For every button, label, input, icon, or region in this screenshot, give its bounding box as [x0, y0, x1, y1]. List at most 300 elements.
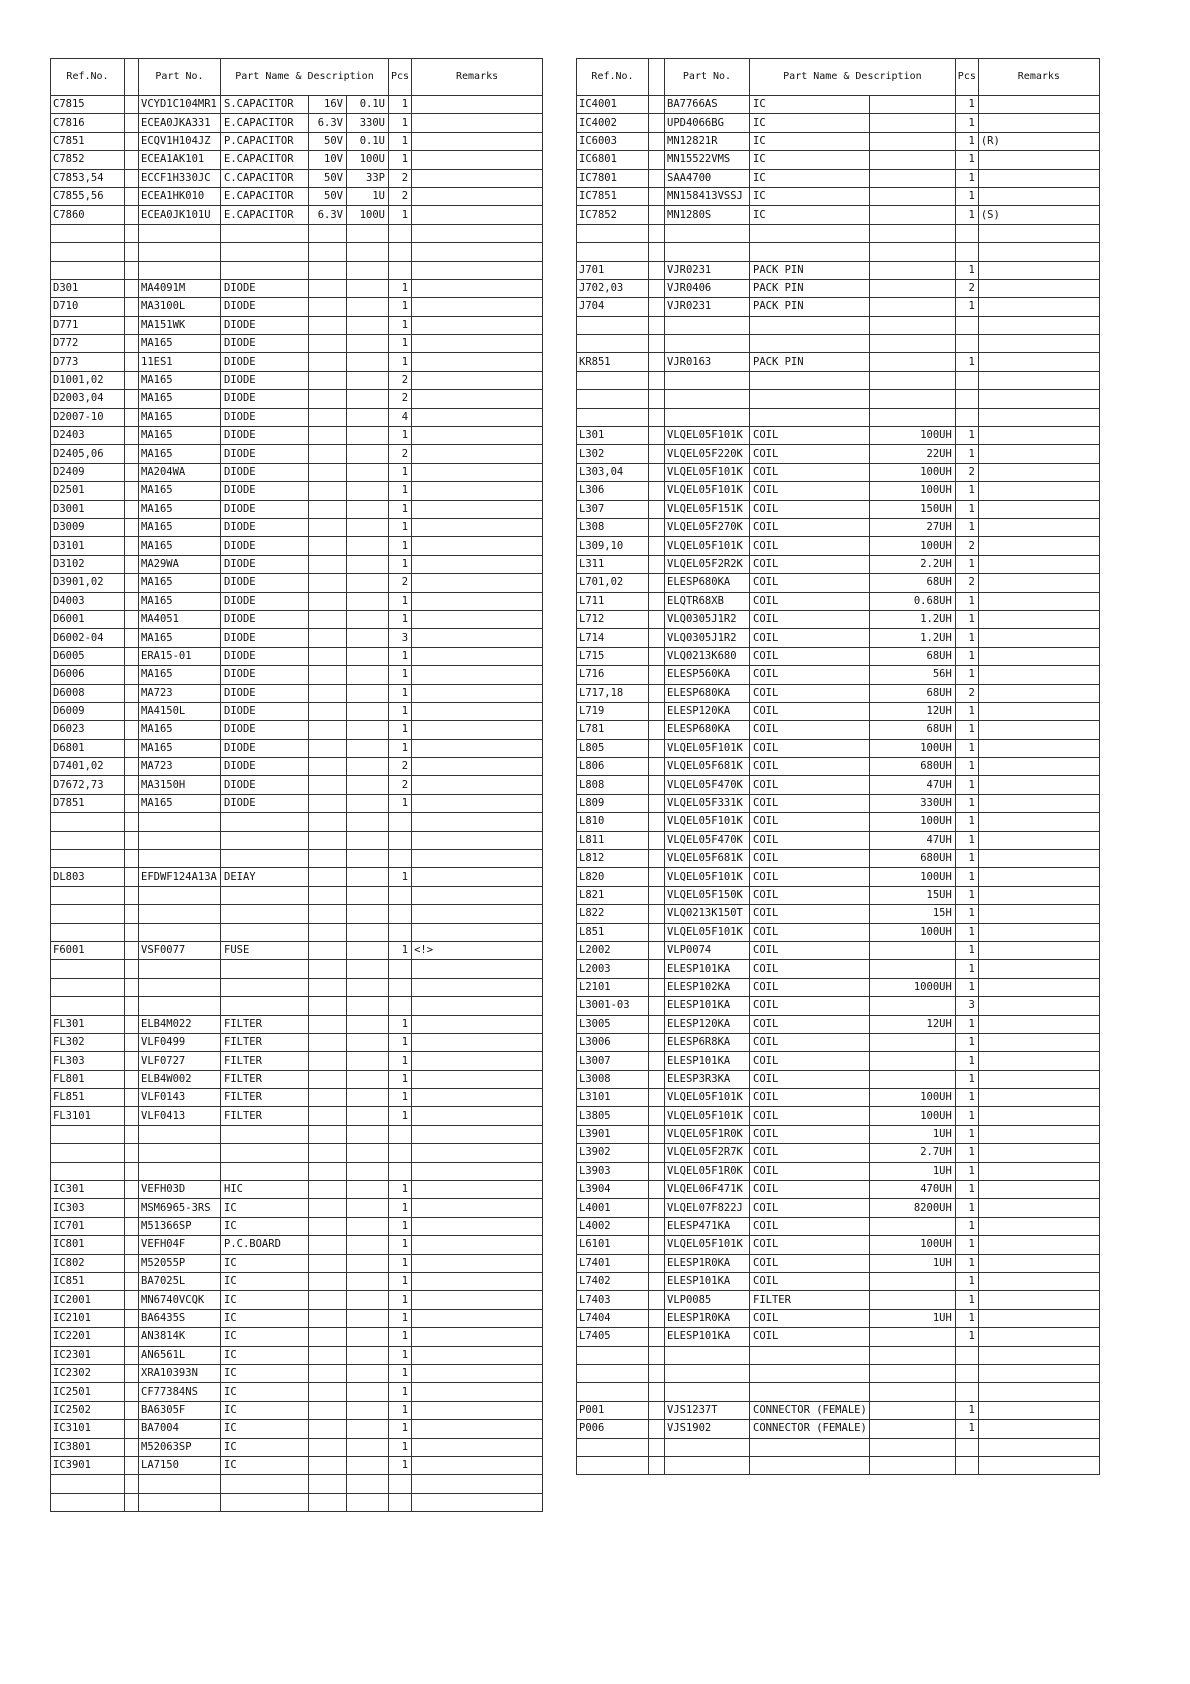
cell-part-no: 11ES1 [139, 353, 221, 371]
cell-pcs: 1 [389, 1438, 412, 1456]
cell-description: FUSE [221, 941, 309, 959]
cell-remarks [978, 1401, 1099, 1419]
cell-value [869, 316, 955, 334]
cell-part-no: MA165 [139, 721, 221, 739]
cell-description: COIL [750, 997, 870, 1015]
table-row [51, 1291, 543, 1309]
cell-value [347, 555, 389, 573]
cell-voltage [309, 1217, 347, 1235]
cell-value [869, 1364, 955, 1382]
cell-ref-no: IC2501 [51, 1383, 125, 1401]
cell-part-no: ELESP1R0KA [665, 1309, 750, 1327]
cell-description: C.CAPACITOR [221, 169, 309, 187]
cell-description: COIL [750, 739, 870, 757]
header-ref-no: Ref.No. [51, 59, 125, 96]
cell-pcs: 1 [955, 1420, 978, 1438]
cell-spacer [649, 1033, 665, 1051]
cell-description: IC [221, 1309, 309, 1327]
table-row [51, 1401, 543, 1419]
table-row [577, 1273, 1100, 1291]
cell-part-no: VLQEL05F101K [665, 427, 750, 445]
cell-pcs: 2 [389, 371, 412, 389]
cell-description: COIL [750, 941, 870, 959]
cell-remarks [412, 647, 543, 665]
cell-value [347, 500, 389, 518]
cell-spacer [649, 463, 665, 481]
cell-pcs: 2 [389, 574, 412, 592]
table-row [51, 1475, 543, 1493]
cell-remarks [978, 1199, 1099, 1217]
cell-part-no [139, 1493, 221, 1511]
cell-ref-no: L308 [577, 518, 649, 536]
cell-part-no: VLQEL05F470K [665, 776, 750, 794]
cell-value [347, 1236, 389, 1254]
cell-ref-no: D3102 [51, 555, 125, 573]
cell-description: DEIAY [221, 868, 309, 886]
cell-pcs [389, 923, 412, 941]
cell-voltage [309, 1033, 347, 1051]
cell-remarks [978, 941, 1099, 959]
cell-value [347, 1144, 389, 1162]
cell-remarks [412, 1328, 543, 1346]
cell-pcs: 1 [389, 1052, 412, 1070]
header-part-no: Part No. [665, 59, 750, 96]
cell-remarks [412, 537, 543, 555]
cell-ref-no: L309,10 [577, 537, 649, 555]
cell-spacer [125, 555, 139, 573]
cell-remarks [978, 978, 1099, 996]
cell-value: 22UH [869, 445, 955, 463]
cell-pcs: 1 [389, 482, 412, 500]
cell-part-no: VLQEL05F1R0K [665, 1125, 750, 1143]
table-row [51, 1438, 543, 1456]
cell-description: DIODE [221, 518, 309, 536]
cell-description [221, 960, 309, 978]
cell-remarks [978, 739, 1099, 757]
cell-value [869, 151, 955, 169]
cell-part-no: AN6561L [139, 1346, 221, 1364]
cell-pcs: 1 [389, 1273, 412, 1291]
cell-spacer [649, 905, 665, 923]
cell-value [347, 923, 389, 941]
table-row [577, 1309, 1100, 1327]
cell-ref-no: KR851 [577, 353, 649, 371]
table-row [51, 1181, 543, 1199]
cell-value: 8200UH [869, 1199, 955, 1217]
cell-part-no: VSF0077 [139, 941, 221, 959]
header-remarks: Remarks [978, 59, 1099, 96]
table-row [577, 371, 1100, 389]
cell-spacer [125, 1162, 139, 1180]
cell-spacer [125, 169, 139, 187]
cell-ref-no: FL302 [51, 1033, 125, 1051]
cell-ref-no: L7402 [577, 1273, 649, 1291]
cell-part-no: ELESP471KA [665, 1217, 750, 1235]
cell-part-no: MA165 [139, 482, 221, 500]
cell-remarks [412, 1493, 543, 1511]
cell-spacer [125, 1438, 139, 1456]
cell-pcs: 1 [389, 206, 412, 224]
cell-description: DIODE [221, 537, 309, 555]
cell-remarks [978, 1236, 1099, 1254]
cell-ref-no: L301 [577, 427, 649, 445]
table-row [577, 555, 1100, 573]
cell-description: P.CAPACITOR [221, 132, 309, 150]
table-row [51, 758, 543, 776]
cell-remarks [978, 905, 1099, 923]
cell-pcs [389, 831, 412, 849]
cell-remarks [412, 243, 543, 261]
cell-value: 1000UH [869, 978, 955, 996]
header-remarks: Remarks [412, 59, 543, 96]
cell-description: COIL [750, 1052, 870, 1070]
cell-value [347, 684, 389, 702]
cell-spacer [649, 1383, 665, 1401]
table-row [577, 224, 1100, 242]
cell-spacer [649, 353, 665, 371]
cell-remarks [412, 978, 543, 996]
parts-table-left [50, 58, 543, 1512]
cell-remarks [412, 1144, 543, 1162]
cell-description: DIODE [221, 739, 309, 757]
table-row [577, 1107, 1100, 1125]
cell-voltage [309, 592, 347, 610]
cell-ref-no: L3902 [577, 1144, 649, 1162]
cell-part-no: MSM6965-3RS [139, 1199, 221, 1217]
cell-description: FILTER [221, 1107, 309, 1125]
table-row [51, 960, 543, 978]
cell-voltage: 50V [309, 187, 347, 205]
table-row [51, 831, 543, 849]
cell-pcs: 1 [955, 1181, 978, 1199]
cell-part-no: VLQEL05F681K [665, 850, 750, 868]
cell-pcs: 1 [389, 592, 412, 610]
cell-description: DIODE [221, 592, 309, 610]
cell-remarks [412, 1162, 543, 1180]
cell-ref-no: D6006 [51, 666, 125, 684]
cell-pcs: 1 [955, 905, 978, 923]
cell-pcs: 1 [955, 941, 978, 959]
cell-ref-no: FL3101 [51, 1107, 125, 1125]
cell-ref-no: IC801 [51, 1236, 125, 1254]
cell-description [221, 1144, 309, 1162]
cell-value [347, 445, 389, 463]
cell-spacer [649, 684, 665, 702]
cell-part-no: ECEA1HK010 [139, 187, 221, 205]
table-row [577, 702, 1100, 720]
cell-value: 68UH [869, 574, 955, 592]
cell-spacer [649, 224, 665, 242]
cell-value: 27UH [869, 518, 955, 536]
cell-ref-no: IC7851 [577, 187, 649, 205]
cell-part-no: ECEA0JK101U [139, 206, 221, 224]
cell-part-no [665, 1456, 750, 1474]
cell-voltage: 50V [309, 132, 347, 150]
cell-voltage [309, 445, 347, 463]
cell-voltage [309, 1015, 347, 1033]
cell-spacer [649, 1089, 665, 1107]
cell-value: 100UH [869, 1107, 955, 1125]
cell-description: FILTER [221, 1033, 309, 1051]
cell-remarks [978, 702, 1099, 720]
cell-pcs [389, 1162, 412, 1180]
cell-ref-no [51, 960, 125, 978]
cell-remarks [978, 463, 1099, 481]
cell-description [750, 1456, 870, 1474]
cell-spacer [649, 1291, 665, 1309]
cell-ref-no [51, 1475, 125, 1493]
cell-spacer [649, 298, 665, 316]
cell-remarks [978, 1273, 1099, 1291]
cell-value [347, 243, 389, 261]
cell-pcs: 1 [955, 1291, 978, 1309]
cell-pcs: 2 [389, 445, 412, 463]
cell-description: COIL [750, 923, 870, 941]
cell-description: COIL [750, 1309, 870, 1327]
table-row [577, 206, 1100, 224]
cell-pcs: 1 [955, 831, 978, 849]
table-row [51, 243, 543, 261]
cell-remarks [978, 1052, 1099, 1070]
table-row [51, 371, 543, 389]
cell-description [750, 1438, 870, 1456]
cell-ref-no: D2409 [51, 463, 125, 481]
table-row [577, 1346, 1100, 1364]
cell-ref-no: FL851 [51, 1089, 125, 1107]
table-row [51, 868, 543, 886]
cell-description [221, 813, 309, 831]
cell-ref-no: IC2201 [51, 1328, 125, 1346]
cell-voltage [309, 905, 347, 923]
cell-spacer [125, 463, 139, 481]
table-row [51, 316, 543, 334]
cell-description [750, 390, 870, 408]
cell-part-no: MA165 [139, 518, 221, 536]
cell-description: DIODE [221, 629, 309, 647]
cell-pcs [389, 905, 412, 923]
cell-value [347, 868, 389, 886]
table-row [51, 427, 543, 445]
cell-remarks [978, 371, 1099, 389]
cell-part-no: MA723 [139, 758, 221, 776]
cell-ref-no: FL801 [51, 1070, 125, 1088]
cell-value [347, 1199, 389, 1217]
cell-remarks [978, 261, 1099, 279]
cell-pcs [955, 408, 978, 426]
cell-value [869, 298, 955, 316]
cell-ref-no: IC303 [51, 1199, 125, 1217]
cell-pcs: 1 [955, 1089, 978, 1107]
cell-description: E.CAPACITOR [221, 151, 309, 169]
cell-value [347, 1089, 389, 1107]
cell-value [869, 1456, 955, 1474]
cell-remarks [978, 390, 1099, 408]
cell-value: 1.2UH [869, 610, 955, 628]
cell-part-no: VLQEL05F101K [665, 813, 750, 831]
cell-value [347, 390, 389, 408]
cell-pcs [389, 978, 412, 996]
cell-part-no: VJR0406 [665, 279, 750, 297]
cell-voltage: 50V [309, 169, 347, 187]
cell-part-no [665, 371, 750, 389]
cell-remarks [978, 831, 1099, 849]
cell-remarks [412, 850, 543, 868]
cell-voltage [309, 666, 347, 684]
cell-pcs: 1 [955, 169, 978, 187]
cell-value [869, 132, 955, 150]
cell-pcs: 1 [389, 335, 412, 353]
cell-pcs [955, 335, 978, 353]
cell-part-no: MA165 [139, 445, 221, 463]
cell-description: COIL [750, 721, 870, 739]
table-row [577, 151, 1100, 169]
cell-description: DIODE [221, 316, 309, 334]
cell-voltage [309, 1144, 347, 1162]
cell-voltage [309, 776, 347, 794]
cell-ref-no: IC2001 [51, 1291, 125, 1309]
table-row [51, 574, 543, 592]
table-row [577, 739, 1100, 757]
cell-remarks [412, 224, 543, 242]
cell-spacer [649, 960, 665, 978]
cell-part-no: ELESP101KA [665, 1273, 750, 1291]
cell-remarks [412, 868, 543, 886]
cell-description: COIL [750, 831, 870, 849]
cell-remarks [978, 1162, 1099, 1180]
cell-remarks [412, 1181, 543, 1199]
cell-value [347, 279, 389, 297]
cell-spacer [125, 316, 139, 334]
cell-value [347, 702, 389, 720]
cell-spacer [125, 353, 139, 371]
table-row [577, 886, 1100, 904]
table-row [51, 997, 543, 1015]
table-row [577, 187, 1100, 205]
cell-part-no: VLQEL05F2R7K [665, 1144, 750, 1162]
cell-ref-no: D2003,04 [51, 390, 125, 408]
cell-spacer [649, 445, 665, 463]
cell-spacer [649, 151, 665, 169]
table-row [51, 776, 543, 794]
cell-remarks [978, 1089, 1099, 1107]
cell-spacer [649, 666, 665, 684]
table-row [577, 1199, 1100, 1217]
cell-description: CONNECTOR (FEMALE) [750, 1401, 870, 1419]
cell-description: IC [221, 1254, 309, 1272]
cell-spacer [125, 408, 139, 426]
cell-remarks [978, 1015, 1099, 1033]
cell-part-no: VLQEL05F150K [665, 886, 750, 904]
cell-remarks [978, 298, 1099, 316]
cell-spacer [125, 482, 139, 500]
cell-spacer [649, 427, 665, 445]
cell-part-no: MA165 [139, 500, 221, 518]
cell-remarks [412, 1236, 543, 1254]
cell-description [750, 243, 870, 261]
cell-part-no [665, 316, 750, 334]
cell-voltage [309, 850, 347, 868]
cell-spacer [125, 371, 139, 389]
cell-description: COIL [750, 1254, 870, 1272]
table-row [51, 555, 543, 573]
cell-ref-no: D2405,06 [51, 445, 125, 463]
cell-description: IC [750, 114, 870, 132]
cell-spacer [649, 610, 665, 628]
cell-remarks [412, 1254, 543, 1272]
cell-value: 100UH [869, 537, 955, 555]
cell-remarks [978, 1364, 1099, 1382]
table-row [577, 537, 1100, 555]
cell-voltage [309, 794, 347, 812]
cell-ref-no: IC7801 [577, 169, 649, 187]
cell-value [347, 1181, 389, 1199]
cell-pcs: 1 [389, 702, 412, 720]
cell-voltage: 6.3V [309, 114, 347, 132]
cell-description [221, 978, 309, 996]
cell-value [347, 1162, 389, 1180]
cell-spacer [649, 739, 665, 757]
cell-description: COIL [750, 684, 870, 702]
cell-spacer [649, 261, 665, 279]
cell-spacer [649, 1125, 665, 1143]
cell-value [869, 941, 955, 959]
cell-part-no: VLQEL07F822J [665, 1199, 750, 1217]
cell-remarks [412, 1364, 543, 1382]
cell-pcs [955, 224, 978, 242]
cell-ref-no: IC2302 [51, 1364, 125, 1382]
cell-voltage [309, 537, 347, 555]
table-row [577, 427, 1100, 445]
cell-ref-no: L2101 [577, 978, 649, 996]
cell-value: 0.1U [347, 96, 389, 114]
cell-ref-no: J704 [577, 298, 649, 316]
cell-remarks [412, 610, 543, 628]
cell-ref-no [51, 1144, 125, 1162]
cell-part-no: EFDWF124A13A [139, 868, 221, 886]
cell-remarks [978, 721, 1099, 739]
cell-ref-no: L701,02 [577, 574, 649, 592]
cell-part-no: VLQ0213K680 [665, 647, 750, 665]
cell-remarks [978, 886, 1099, 904]
cell-spacer [125, 941, 139, 959]
cell-remarks [412, 187, 543, 205]
cell-voltage [309, 482, 347, 500]
cell-spacer [125, 702, 139, 720]
cell-description: IC [750, 187, 870, 205]
cell-remarks [412, 574, 543, 592]
cell-ref-no: L3101 [577, 1089, 649, 1107]
cell-voltage [309, 408, 347, 426]
cell-remarks [412, 960, 543, 978]
cell-remarks [412, 279, 543, 297]
cell-part-no: ELESP3R3KA [665, 1070, 750, 1088]
cell-pcs: 1 [955, 1070, 978, 1088]
cell-ref-no: L810 [577, 813, 649, 831]
cell-spacer [649, 169, 665, 187]
cell-part-no [139, 905, 221, 923]
cell-ref-no: L7405 [577, 1328, 649, 1346]
cell-pcs: 1 [955, 518, 978, 536]
cell-value [347, 371, 389, 389]
cell-remarks [978, 224, 1099, 242]
cell-value [347, 537, 389, 555]
cell-voltage [309, 353, 347, 371]
cell-description [221, 1493, 309, 1511]
cell-remarks [978, 316, 1099, 334]
cell-voltage [309, 1328, 347, 1346]
cell-part-no: MA165 [139, 629, 221, 647]
table-row [577, 408, 1100, 426]
